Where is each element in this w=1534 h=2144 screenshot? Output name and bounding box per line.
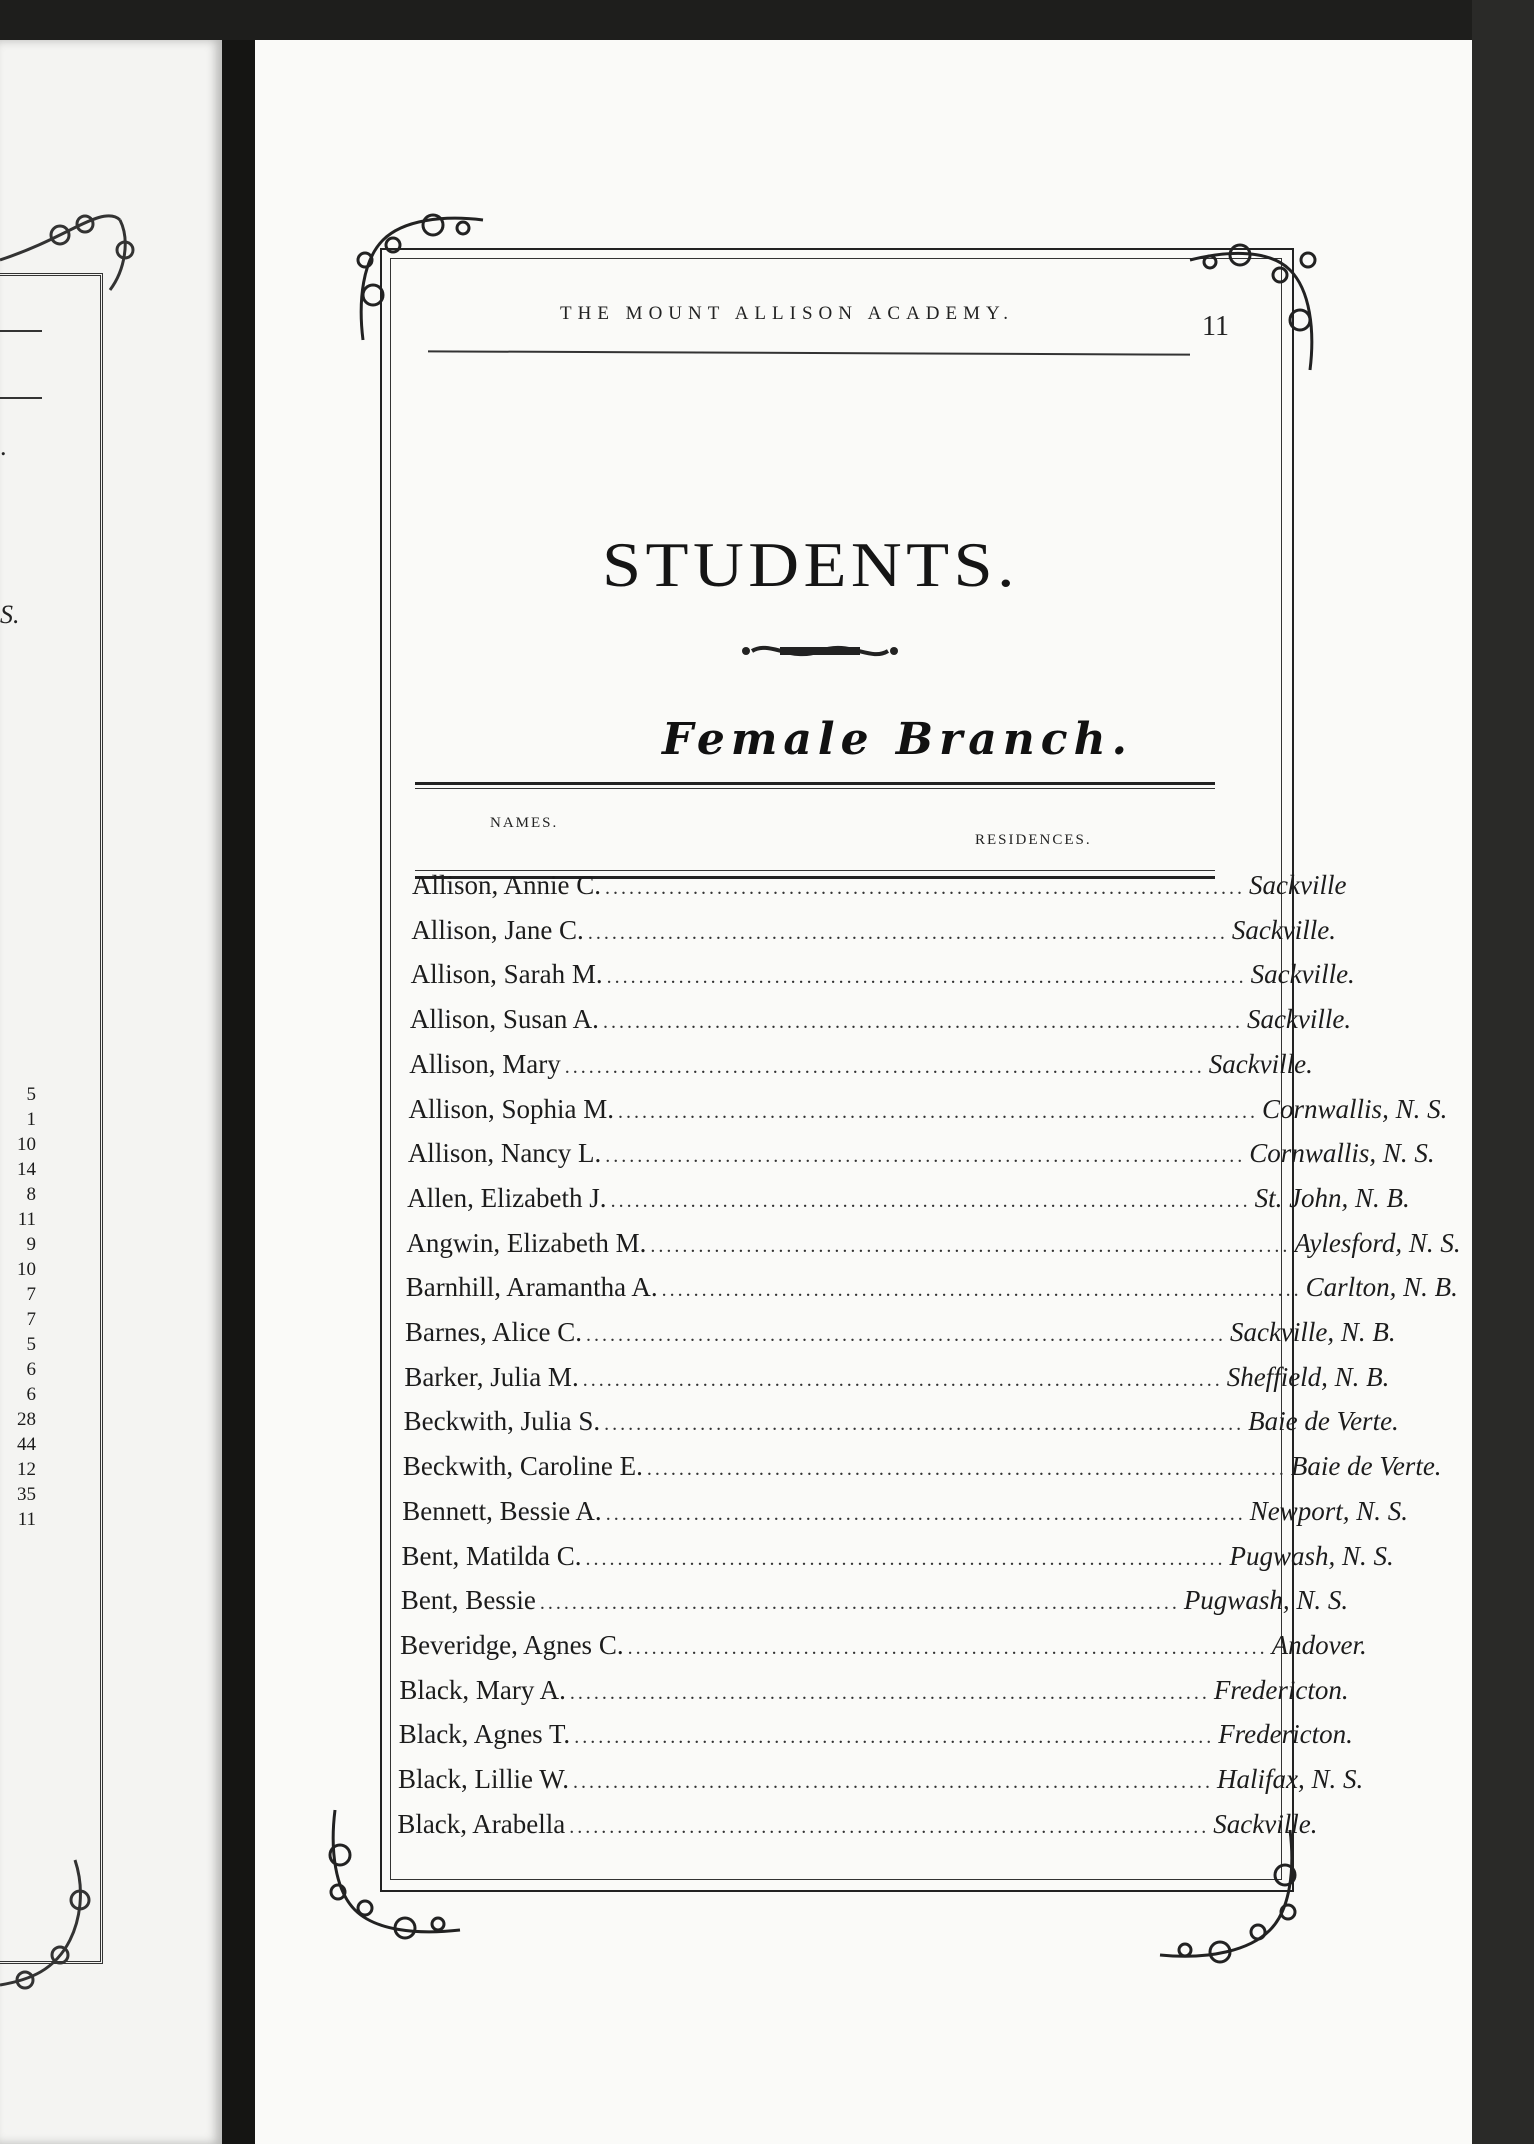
student-residence: Sheffield, N. B. <box>1226 1361 1390 1392</box>
student-residence: Fredericton. <box>1213 1674 1349 1705</box>
student-residence: Carlton, N. B. <box>1305 1272 1458 1303</box>
student-residence: Pugwash, N. S. <box>1183 1585 1349 1616</box>
student-row <box>402 1495 1408 1540</box>
student-residence: Pugwash, N. S. <box>1229 1540 1394 1571</box>
left-page-number: 10 <box>17 1134 36 1155</box>
student-row <box>398 1764 1364 1808</box>
dot-leader: ................................................................................ <box>582 1368 1223 1391</box>
dot-leader: ................................................................................ <box>661 1279 1302 1302</box>
left-page-number: 5 <box>26 1084 36 1105</box>
student-name: Black, Arabella <box>397 1808 566 1839</box>
student-residence: Sackville. <box>1250 959 1355 990</box>
left-page-number: 10 <box>17 1259 36 1280</box>
dot-leader: ................................................................................ <box>604 1413 1245 1436</box>
student-name: Barnes, Alice C. <box>405 1317 582 1347</box>
student-row <box>402 1451 1442 1495</box>
student-residence: Andover. <box>1271 1629 1367 1660</box>
left-page-number: 12 <box>17 1459 36 1480</box>
student-residence: St. John, N. B. <box>1254 1182 1410 1213</box>
column-head-rule-top-thin <box>415 788 1215 789</box>
corner-ornament-icon <box>0 190 140 300</box>
student-row <box>400 1585 1349 1629</box>
student-residence: Sackville <box>1249 870 1347 900</box>
student-name: Black, Agnes T. <box>398 1719 571 1750</box>
dot-leader: ................................................................................ <box>605 1145 1246 1168</box>
corner-ornament-icon <box>0 1840 100 2000</box>
left-facing-page <box>0 40 222 2144</box>
left-page-number: 7 <box>26 1309 36 1330</box>
dot-leader: ................................................................................ <box>605 877 1246 899</box>
student-row <box>409 1004 1352 1048</box>
student-residence: Halifax, N. S. <box>1216 1764 1364 1794</box>
dot-leader: ................................................................................ <box>587 921 1228 944</box>
left-page-number: 11 <box>17 1509 36 1530</box>
student-name: Barnhill, Aramantha A. <box>405 1272 658 1303</box>
running-head: THE MOUNT ALLISON ACADEMY. <box>560 303 1015 324</box>
student-row <box>398 1719 1353 1763</box>
student-residence: Sackville. <box>1246 1004 1352 1035</box>
student-row <box>397 1808 1318 1853</box>
student-name: Bent, Bessie <box>400 1585 536 1616</box>
left-page-fragment: . <box>0 432 7 461</box>
section-subtitle: Female Branch. <box>662 714 1133 765</box>
corner-ornament-icon <box>1180 230 1330 380</box>
dot-leader: ................................................................................ <box>574 1726 1215 1749</box>
dot-leader: ................................................................................ <box>569 1815 1210 1838</box>
student-name: Allison, Nancy L. <box>407 1138 602 1169</box>
left-page-rule <box>0 330 42 332</box>
dot-leader: ................................................................................ <box>650 1234 1291 1257</box>
student-row <box>400 1629 1367 1674</box>
left-page-number: 35 <box>17 1484 36 1505</box>
student-name: Allison, Jane C. <box>411 914 584 945</box>
student-name: Allen, Elizabeth J. <box>407 1182 607 1213</box>
names-column-header: NAMES. <box>490 815 559 831</box>
student-residence: Baie de Verte. <box>1290 1451 1442 1482</box>
dot-leader: ................................................................................ <box>627 1636 1268 1659</box>
student-residence: Sackville. <box>1213 1808 1318 1839</box>
student-name: Bennett, Bessie A. <box>402 1495 602 1526</box>
student-name: Angwin, Elizabeth M. <box>406 1227 647 1258</box>
student-name: Allison, Annie C. <box>412 870 602 900</box>
student-name: Allison, Susan A. <box>409 1004 599 1035</box>
left-page-number: 11 <box>17 1209 36 1230</box>
dot-leader: ................................................................................ <box>539 1592 1180 1615</box>
dot-leader: ................................................................................ <box>572 1771 1213 1793</box>
student-residence: Baie de Verte. <box>1248 1406 1399 1437</box>
student-name: Black, Mary A. <box>399 1674 566 1705</box>
student-residence: Sackville. <box>1208 1048 1313 1079</box>
student-row <box>410 959 1355 1003</box>
left-page-number: 1 <box>26 1109 36 1130</box>
student-row <box>409 1048 1313 1093</box>
student-row <box>411 914 1337 959</box>
student-row <box>405 1317 1396 1361</box>
column-head-rule-top <box>415 782 1215 785</box>
left-page-number: 6 <box>26 1384 36 1405</box>
left-page-number: 8 <box>26 1184 36 1205</box>
student-row <box>412 870 1347 914</box>
student-name: Allison, Sophia M. <box>408 1093 615 1124</box>
left-page-rule <box>0 397 42 399</box>
student-residence: Fredericton. <box>1218 1719 1353 1750</box>
student-name: Beckwith, Julia S. <box>403 1406 601 1437</box>
dot-leader: ................................................................................ <box>564 1055 1205 1078</box>
dot-leader: ................................................................................ <box>605 1502 1246 1525</box>
dot-leader: ................................................................................ <box>646 1458 1287 1481</box>
student-residence: Sackville, N. B. <box>1229 1317 1396 1347</box>
student-name: Beckwith, Caroline E. <box>402 1451 643 1482</box>
left-page-number: 44 <box>17 1434 36 1455</box>
residences-column-header: RESIDENCES. <box>975 832 1092 848</box>
student-name: Allison, Sarah M. <box>410 959 603 990</box>
page-number: 11 <box>1202 311 1229 342</box>
scan-right-edge <box>1472 0 1504 2144</box>
dot-leader: ................................................................................ <box>618 1100 1259 1123</box>
left-page-number: 7 <box>26 1284 36 1305</box>
student-row <box>405 1272 1458 1316</box>
dot-leader: ................................................................................ <box>606 966 1247 989</box>
left-page-number: 28 <box>17 1409 36 1430</box>
student-residence: Cornwallis, N. S. <box>1249 1138 1435 1169</box>
student-residence: Newport, N. S. <box>1249 1495 1408 1526</box>
student-name: Bent, Matilda C. <box>401 1540 582 1571</box>
title-flourish-icon <box>740 638 900 664</box>
student-row <box>403 1406 1399 1450</box>
student-row <box>404 1361 1390 1406</box>
student-row <box>401 1540 1394 1585</box>
dot-leader: ................................................................................ <box>602 1011 1243 1034</box>
student-residence: Sackville. <box>1231 914 1337 945</box>
left-page-number-column <box>0 1082 36 1532</box>
left-page-fragment: S. <box>0 600 20 629</box>
student-name: Black, Lillie W. <box>398 1764 569 1794</box>
left-page-number: 5 <box>26 1334 36 1355</box>
student-name: Beveridge, Agnes C. <box>400 1629 624 1660</box>
dot-leader: ................................................................................ <box>585 1547 1226 1570</box>
student-name: Allison, Mary <box>409 1048 561 1079</box>
student-residence: Aylesford, N. S. <box>1294 1227 1461 1258</box>
student-row <box>407 1138 1435 1182</box>
dot-leader: ................................................................................ <box>569 1681 1210 1704</box>
student-row <box>406 1227 1461 1272</box>
corner-ornament-icon <box>343 200 493 350</box>
left-page-number: 14 <box>17 1159 36 1180</box>
book-gutter <box>222 40 256 2144</box>
student-row <box>407 1182 1410 1227</box>
left-page-number: 6 <box>26 1359 36 1380</box>
page-title: STUDENTS. <box>602 529 1020 600</box>
dot-leader: ................................................................................ <box>610 1189 1251 1212</box>
dot-leader: ................................................................................ <box>585 1324 1226 1346</box>
left-page-number: 9 <box>26 1234 36 1255</box>
student-row <box>408 1093 1448 1138</box>
student-residence: Cornwallis, N. S. <box>1262 1093 1448 1124</box>
student-name: Barker, Julia M. <box>404 1361 579 1392</box>
student-row <box>399 1674 1349 1719</box>
